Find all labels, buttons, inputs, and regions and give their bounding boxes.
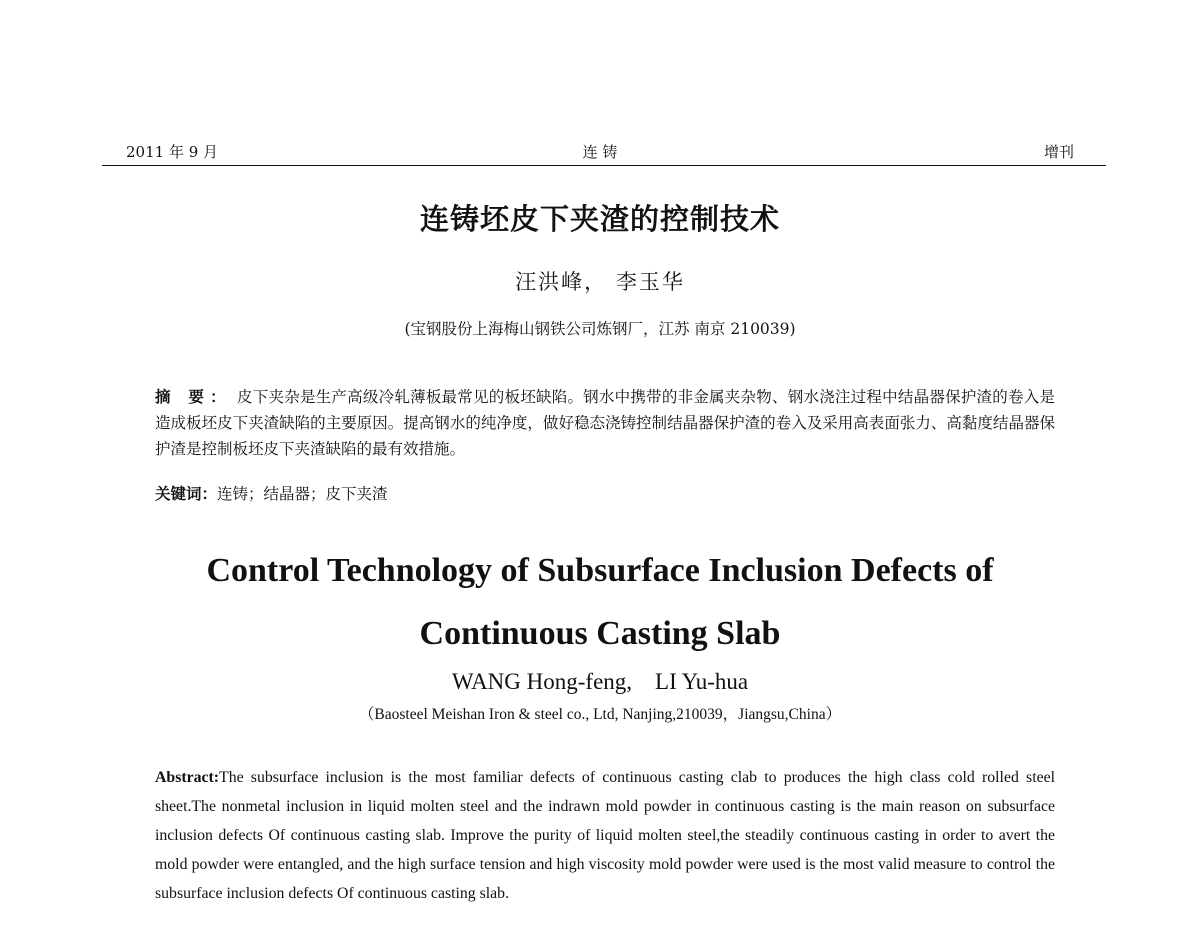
header-journal-name: 连 铸 [582, 143, 618, 161]
english-abstract [155, 763, 1055, 908]
english-authors: WANG Hong-feng, LI Yu-hua [451, 669, 749, 694]
chinese-authors: 汪洪峰， 李玉华 [515, 270, 685, 294]
header-rule [102, 165, 1106, 166]
chinese-keywords-label: 关键词： [155, 484, 218, 503]
header-date: 2011 年 9 月 [126, 143, 219, 161]
chinese-abstract-label: 摘 要： [155, 387, 232, 406]
english-abstract-label: Abstract: [155, 769, 220, 786]
english-affiliation: （Baosteel Meishan Iron & steel co., Ltd, Nanjing,210039，Jiangsu,China） [358, 706, 842, 723]
english-title-line-2: Continuous Casting Slab [419, 615, 781, 652]
chinese-affiliation: (宝钢股份上海梅山钢铁公司炼钢厂，江苏 南京 210039) [404, 320, 796, 338]
chinese-keywords [155, 483, 1055, 505]
header-issue-type: 增刊 [1043, 143, 1074, 161]
chinese-abstract-text: 皮下夹杂是生产高级冷轧薄板最常见的板坯缺陷。钢水中携带的非金属夹杂物、钢水浇注过程中结晶器保护渣的卷入是造成板坯皮下夹渣缺陷的主要原因。提高钢水的纯净度，做好稳态浇铸控制结晶器保护渣的卷入及采用高表面张力、高黏度结晶器保护渣是控制板坯皮下夹渣缺陷的最有效措施。 [155, 388, 1055, 458]
english-title-line-1: Control Technology of Subsurface Inclusion Defects of [206, 552, 994, 589]
english-abstract-text: The subsurface inclusion is the most familiar defects of continuous casting clab to produces the high class cold rolled steel sheet.The nonmetal inclusion in liquid molten steel and the indrawn mold powder in continuous casting is the main reason on subsurface inclusion defects Of continuous casting slab. Improve the purity of liquid molten steel,the steadily continuous casting in order to avert the mold powder were entangled, and the high surface tension and high viscosity mold powder were used is the most valid measure to control the subsurface inclusion defects Of continuous casting slab. [155, 769, 1055, 902]
chinese-keywords-text: 连铸；结晶器；皮下夹渣 [217, 485, 388, 503]
chinese-title: 连铸坯皮下夹渣的控制技术 [419, 202, 780, 236]
chinese-abstract [155, 384, 1055, 462]
